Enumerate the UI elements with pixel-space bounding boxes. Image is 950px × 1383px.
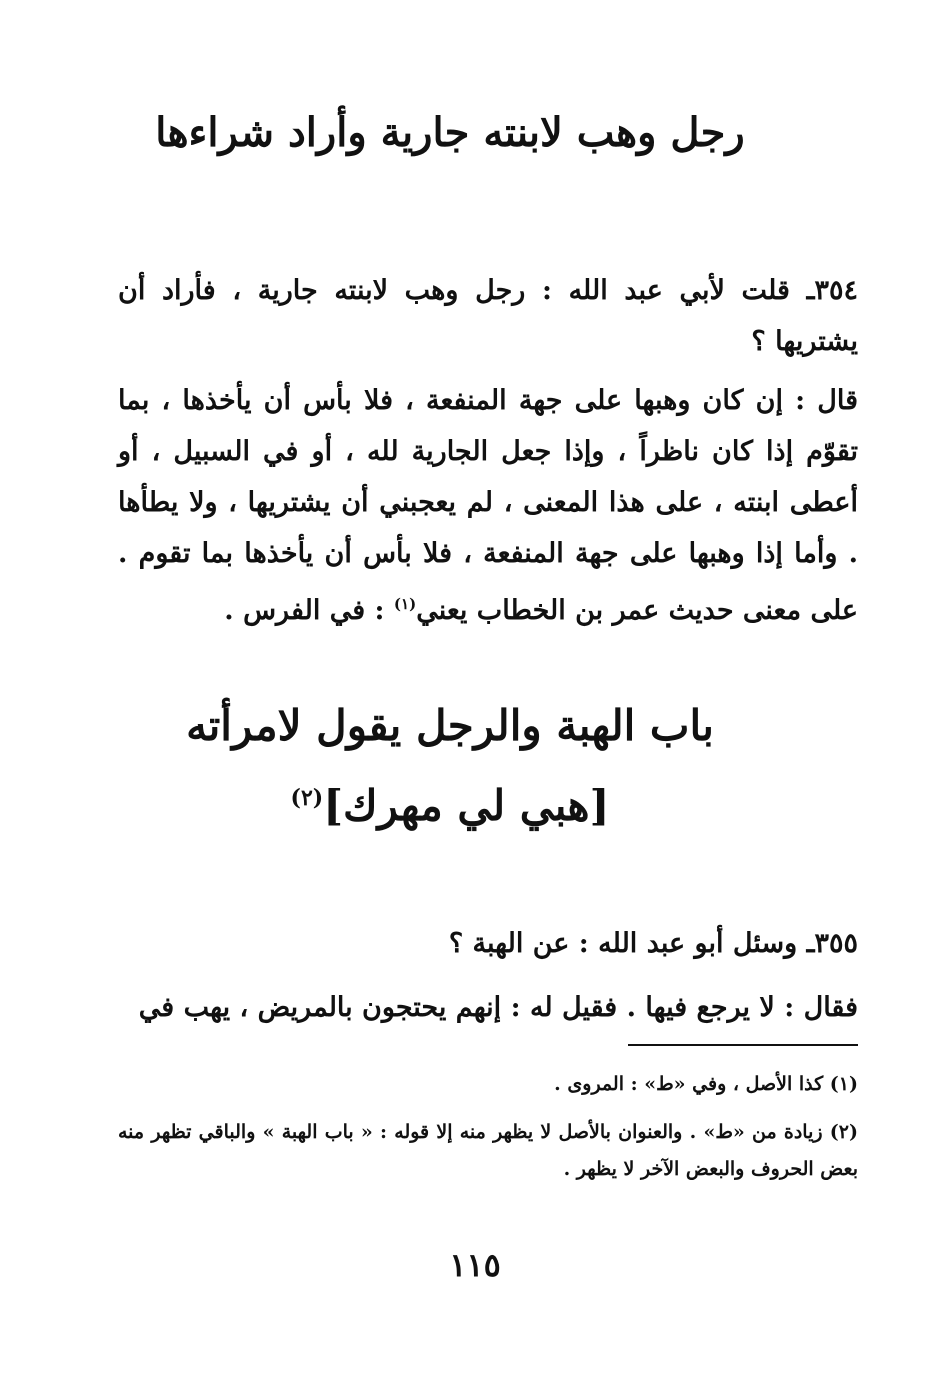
footnote-1: (١) كذا الأصل ، وفي «ط» : المروى . (554, 1073, 858, 1095)
paragraph-355-answer: فقال : لا يرجع فيها . فقيل له : إنهم يحتجون بالمريض ، يهب في (138, 992, 858, 1023)
page-number: ١١٥ (449, 1246, 501, 1284)
footnote-ref-2: (٢) (290, 785, 324, 811)
chapter-subheading (100, 762, 800, 842)
section-heading: رجل وهب لابنته جارية وأراد شراءها (155, 109, 745, 156)
paragraph-354-answer (118, 375, 858, 636)
paragraph-354-answer-end: : في الفرس . (224, 595, 394, 626)
paragraph-354-question: ٣٥٤ـ قلت لأبي عبد الله : رجل وهب لابنته جارية ، فأراد أن يشتريها ؟ (118, 275, 858, 357)
footnote-divider (628, 1044, 858, 1046)
footnote-2: (٢) زيادة من «ط» . والعنوان بالأصل لا يظهر منه إلا قوله : « باب الهبة » والباقي تظهر منه بعض الحروف والبعض الآخر لا يظهر . (118, 1121, 858, 1180)
paragraph-355-question: ٣٥٥ـ وسئل أبو عبد الله : عن الهبة ؟ (448, 928, 858, 959)
paragraph-354-answer-text: قال : إن كان وهبها على جهة المنفعة ، فلا بأس أن يأخذها ، بما تقوّم إذا كان ناظراً ، وإذا جعل الجارية لله ، أو في السبيل ، أو أعطى ابنته ، على هذا المعنى ، لم يعجبني أن يشتريها ، ولا يطأها . وأما إذا وهبها على جهة المنفعة ، فلا بأس أن يأخذها بما تقوم . على معنى حديث عمر بن الخطاب يعني (118, 385, 858, 626)
chapter-heading: باب الهبة والرجل يقول لامرأته (186, 701, 714, 750)
chapter-subheading-text: [هبي لي مهرك] (323, 781, 610, 830)
footnote-ref-1: (١) (393, 595, 417, 613)
